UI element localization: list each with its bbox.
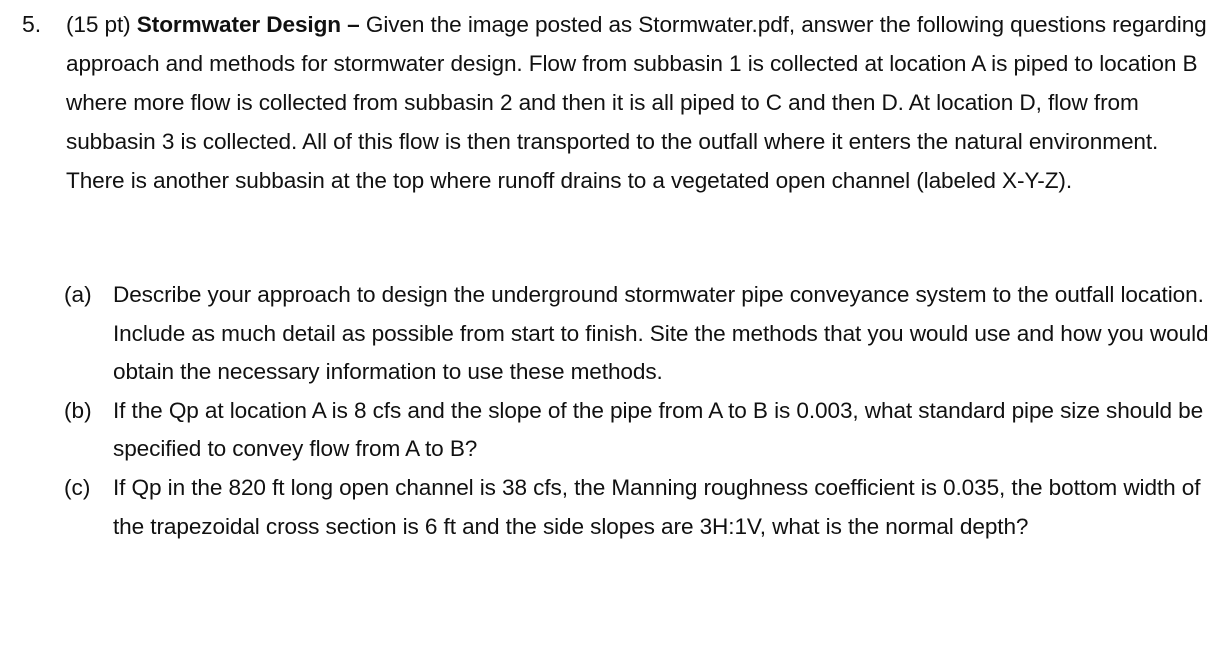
sub-question-text: If the Qp at location A is 8 cfs and the slope of the pipe from A to B is 0.003, what standard pipe size should be specified to convey flow from A to B?	[113, 397, 1204, 462]
question-intro-paragraph	[66, 5, 1222, 200]
sub-question-text: If Qp in the 820 ft long open channel is 38 cfs, the Manning roughness coefficient is 0.035, the bottom width of the trapezoidal cross section is 6 ft and the side slopes are 3H:1V, what is the normal depth?	[113, 474, 1201, 539]
question-number: 5.	[22, 11, 42, 37]
sub-question-c	[64, 469, 1214, 546]
sub-question-label: (c)	[64, 474, 91, 500]
sub-question-label: (b)	[64, 397, 92, 423]
question-title: Stormwater Design –	[136, 12, 360, 37]
sub-question-a	[64, 276, 1214, 392]
question-intro-text: Given the image posted as Stormwater.pdf, answer the following questions regarding approach and methods for stormwater design. Flow from subbasin 1 is collected at location A is piped to location B where more flow is collected from subbasin 2 and then it is all piped to C and then D. At location D, flow from subbasin 3 is collected. All of this flow is then transported to the outfall where it enters the natural environment. There is another subbasin at the top where runoff drains to a vegetated open channel (labeled X-Y-Z).	[66, 12, 1207, 193]
sub-question-label: (a)	[64, 282, 92, 307]
question-points: (15 pt)	[66, 12, 131, 37]
sub-question-b	[64, 392, 1214, 469]
sub-question-text: Describe your approach to design the underground stormwater pipe conveyance system to the outfall location. Include as much detail as possible from start to finish. Site the methods that you would use and how you would obtain the necessary information to use these methods.	[113, 282, 1209, 385]
sub-question-list	[64, 276, 1214, 546]
